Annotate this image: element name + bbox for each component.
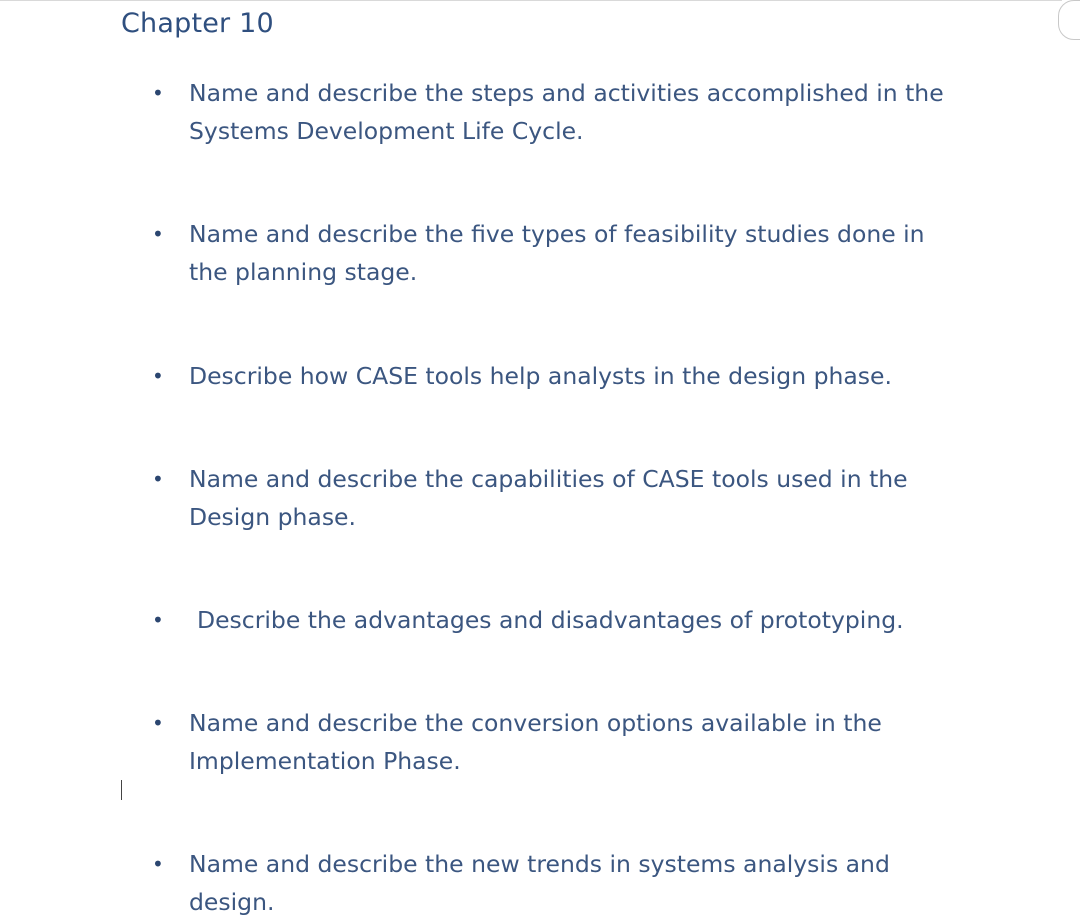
bullet-icon: • — [152, 467, 164, 491]
list-item-text: Describe how CASE tools help analysts in the design phase. — [189, 362, 892, 390]
list-item-text: Name and describe the five types of feasibility studies done in the planning stage. — [189, 220, 925, 286]
list-item-text: Name and describe the conversion options available in the Implementation Phase. — [189, 709, 882, 775]
chapter-title: Chapter 10 — [121, 8, 274, 39]
bullet-icon: • — [152, 222, 164, 246]
bullet-icon: • — [152, 852, 164, 876]
page-top-border — [0, 0, 1062, 1]
list-item-text: Describe the advantages and disadvantages of prototyping. — [197, 606, 904, 634]
bullet-icon: • — [152, 81, 164, 105]
bullet-icon: • — [152, 608, 164, 632]
window-corner-frame — [1058, 0, 1080, 40]
list-item-text: Name and describe the capabilities of CASE tools used in the Design phase. — [189, 465, 908, 531]
text-cursor — [121, 780, 122, 800]
bullet-icon: • — [152, 364, 164, 388]
list-item-text: Name and describe the steps and activities accomplished in the Systems Development Life Cycle. — [189, 79, 944, 145]
list-item-text: Name and describe the new trends in systems analysis and design. — [189, 850, 890, 916]
bullet-icon: • — [152, 711, 164, 735]
